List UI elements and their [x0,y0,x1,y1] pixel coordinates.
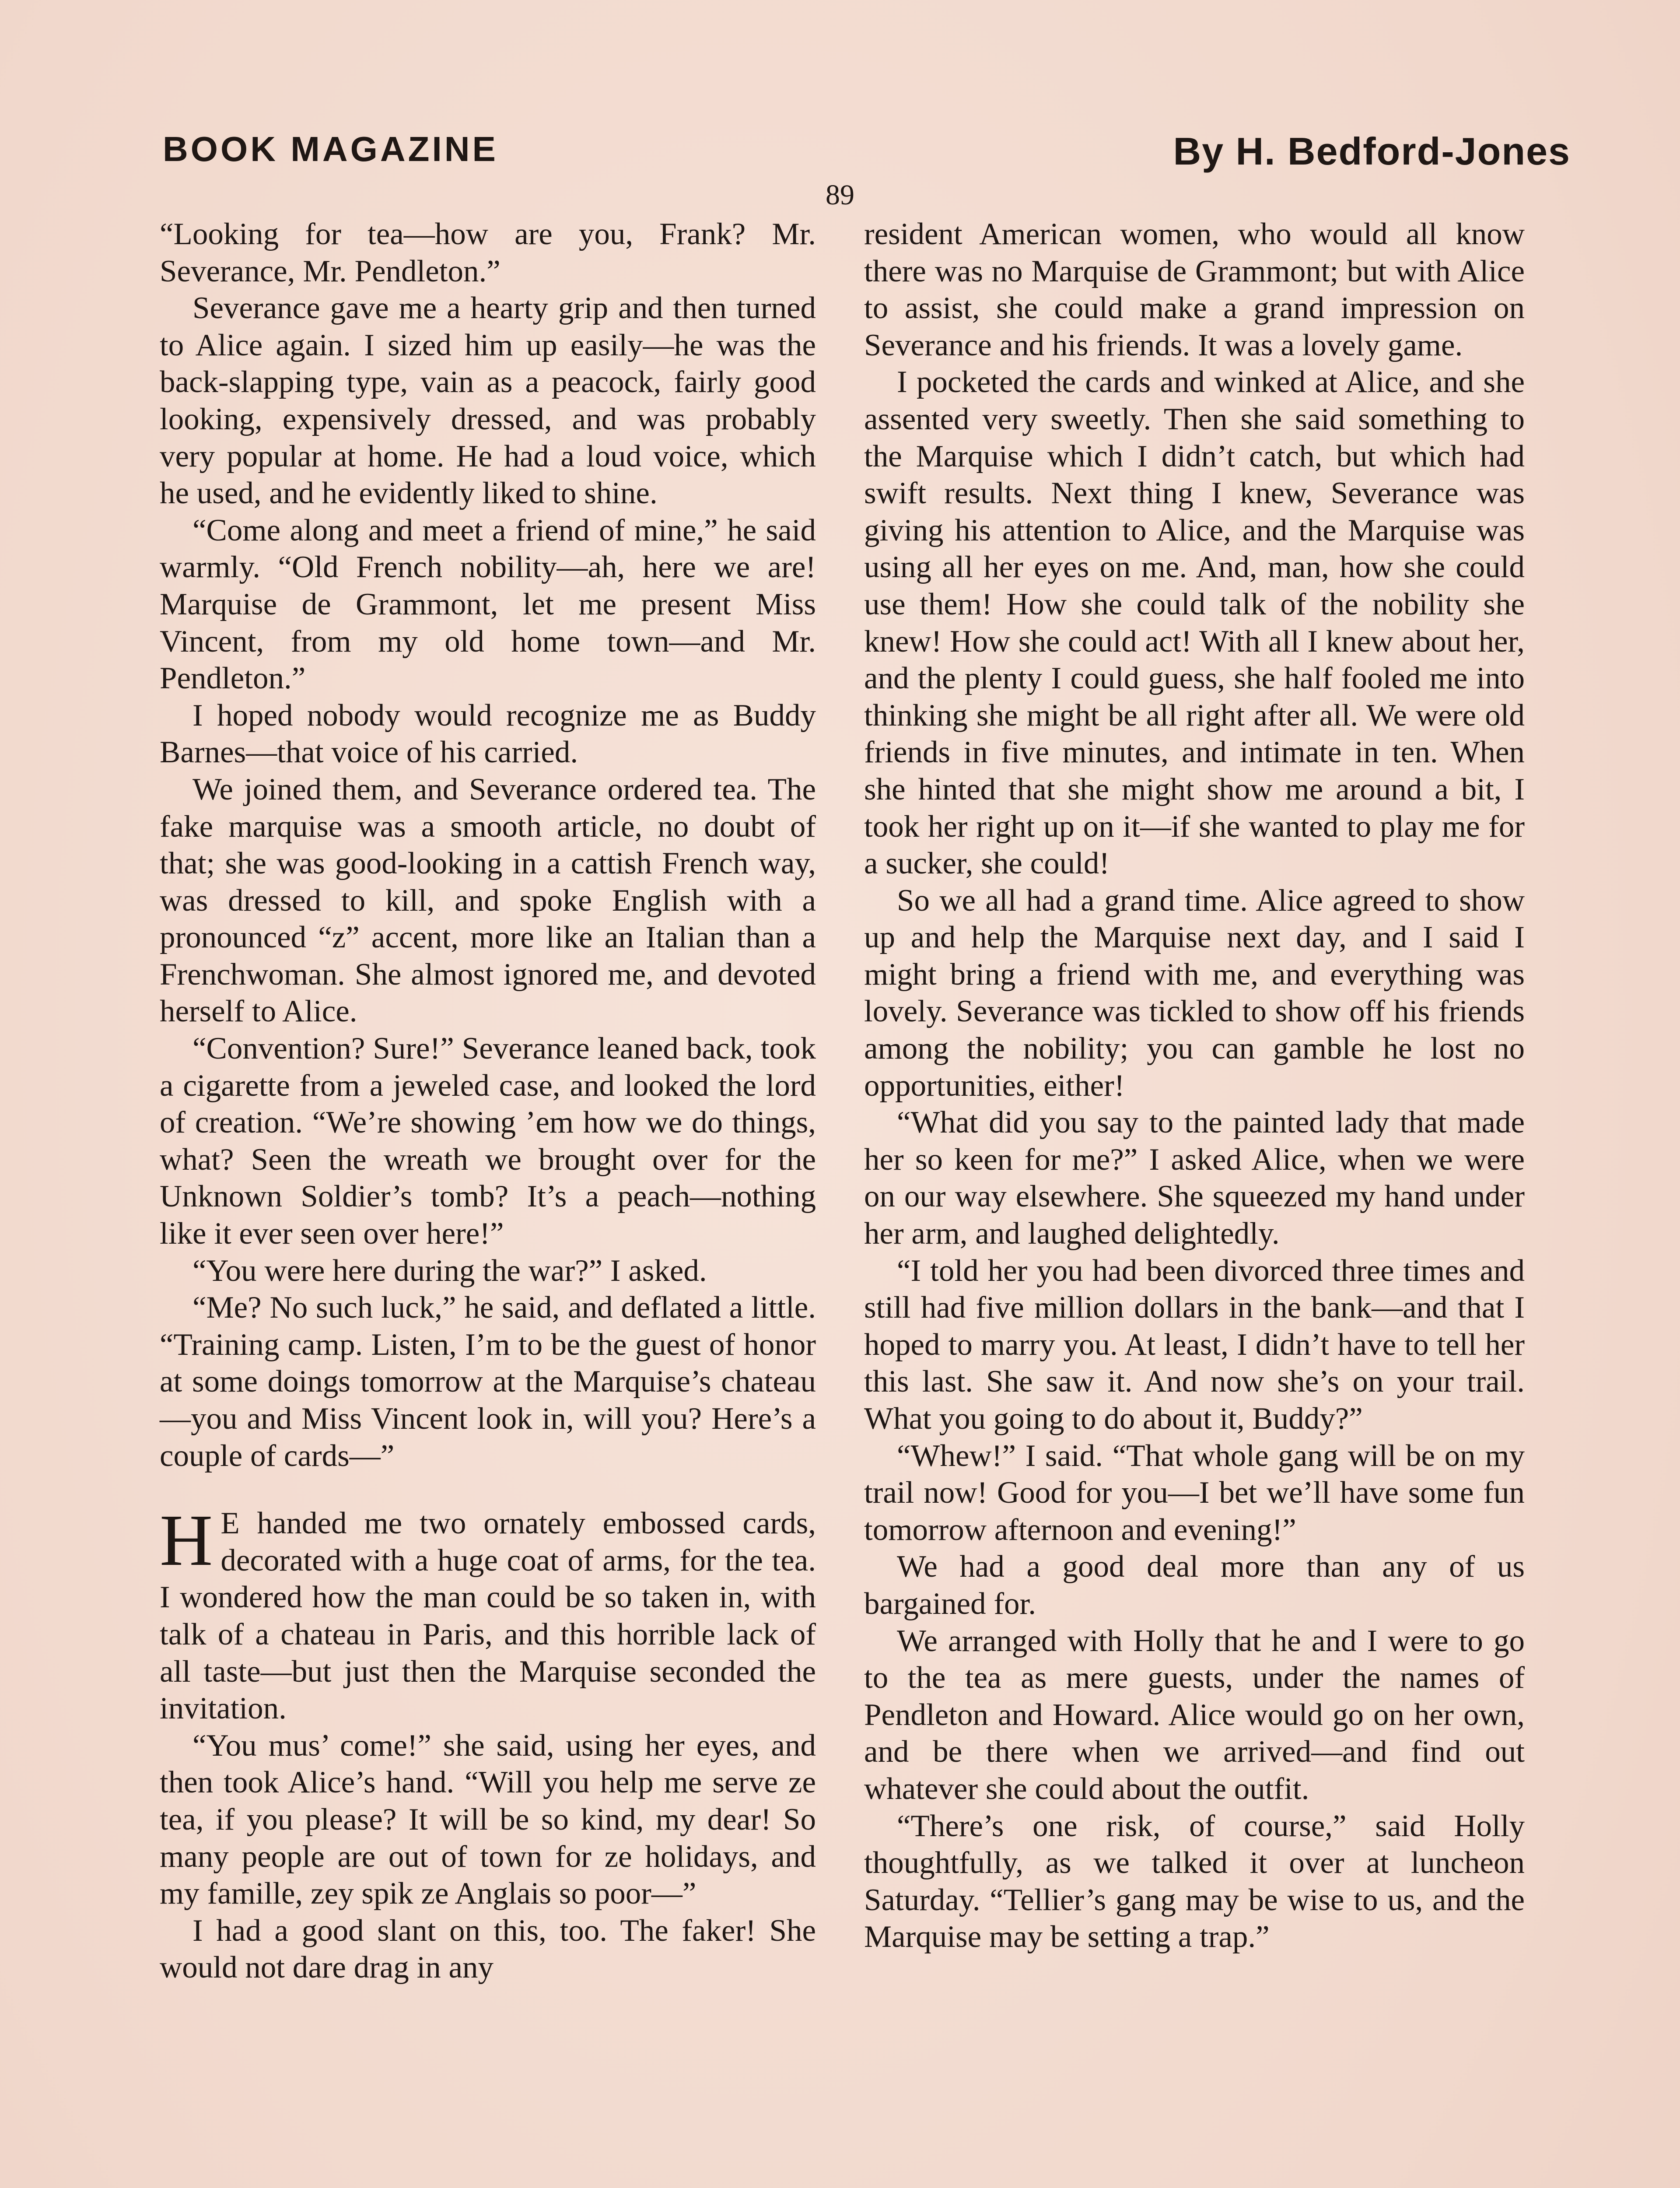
paragraph: “Convention? Sure!” Severance leaned back, took a cigarette from a jeweled case, and looked the lord of creation. “We’re showing ’em how we do things, what? Seen the wreath we brought over for the Unknown Soldier’s tomb? It’s a peach—nothing like it ever seen over here!” [160,1031,816,1251]
drop-cap: H [160,1500,213,1581]
paragraph: “You mus’ come!” she said, using her eyes, and then took Alice’s hand. “Will you help me serve ze tea, if you please? It will be so kind, my dear! So many people are out of town for ze holidays, and my famille, zey spik ze Anglais so poor—” [160,1728,816,1911]
paragraph: “I told her you had been divorced three times and still had five million dollars in the bank—and that I hoped to marry you. At least, I didn’t have to tell her this last. She saw it. And now she’s on your trail. What you going to do about it, Buddy?” [864,1253,1525,1436]
paragraph: “You were here during the war?” I asked. [192,1253,707,1288]
paragraph: I pocketed the cards and winked at Alice, and she assented very sweetly. Then she said something to the Marquise which I didn’t catch, but which had swift results. Next thing I knew, Severance was giving his attention to Alice, and the Marquise was using all her eyes on me. And, man, how she could use them! How she could talk of the nobility she knew! How she could act! With all I knew about her, and the plenty I could guess, she half fooled me into thinking she might be all right after all. We were old friends in five minutes, and intimate in ten. When she hinted that she might show me around a bit, I took her right up on it—if she wanted to play me for a sucker, she could! [864,365,1525,881]
paragraph: “What did you say to the painted lady that made her so keen for me?” I asked Alice, when we were on our way elsewhere. She squeezed my hand under her arm, and laughed delightedly. [864,1105,1525,1251]
left-column [160,216,816,2188]
dropcap-paragraph [160,1500,816,1727]
paragraph: We had a good deal more than any of us bargained for. [864,1550,1525,1621]
right-column [864,216,1525,2188]
magazine-title: BOOK MAGAZINE [163,130,498,168]
paragraph: We arranged with Holly that he and I were to go to the tea as mere guests, under the names of Pendleton and Howard. Alice would go on her own, and be there when we arrived—and find out whatever she could about the outfit. [864,1623,1525,1806]
dropcap-paragraph-text: E handed me two ornately embossed cards, decorated with a huge coat of arms, for the tea. I wondered how the man could be so taken in, with talk of a chateau in Paris, and this horrible lack of all taste—but just then the Marquise seconded the invitation. [160,1506,816,1726]
paragraph: Severance gave me a hearty grip and then turned to Alice again. I sized him up easily—he was the back-slapping type, vain as a peacock, fairly good looking, expensively dressed, and was probably very popular at home. He had a loud voice, which he used, and he evidently liked to shine. [160,291,816,511]
paragraph: “Come along and meet a friend of mine,” he said warmly. “Old French nobility—ah, here we are! Marquise de Grammont, let me present Miss Vincent, from my old home town—and Mr. Pendleton.” [160,513,816,696]
paragraph: So we all had a grand time. Alice agreed to show up and help the Marquise next day, and I said I might bring a friend with me, and everything was lovely. Severance was tickled to show off his friends among the nobility; you can gamble he lost no opportunities, either! [864,883,1525,1103]
running-header [163,129,1571,182]
paragraph: “Looking for tea—how are you, Frank? Mr. Severance, Mr. Pendleton.” [160,217,816,288]
paragraph: We joined them, and Severance ordered tea. The fake marquise was a smooth article, no doubt of that; she was good-looking in a cattish French way, was dressed to kill, and spoke English with a pronounced “z” accent, more like an Italian than a Frenchwoman. She almost ignored me, and devoted herself to Alice. [160,772,816,1029]
paragraph: I had a good slant on this, too. The faker! She would not dare drag in any [160,1913,816,1985]
paragraph: “Me? No such luck,” he said, and deflated a little. “Training camp. Listen, I’m to be the guest of honor at some doings tomorrow at the Marquise’s chateau—you and Miss Vincent look in, will you? Here’s a couple of cards—” [160,1290,816,1473]
paragraph: “There’s one risk, of course,” said Holly thoughtfully, as we talked it over at luncheon Saturday. “Tellier’s gang may be wise to us, and the Marquise may be setting a trap.” [864,1809,1525,1954]
paragraph: resident American women, who would all know there was no Marquise de Grammont; but with Alice to assist, she could make a grand impression on Severance and his friends. It was a lovely game. [864,217,1525,362]
page-number: 89 [826,179,854,211]
author-byline: By H. Bedford-Jones [1173,130,1571,173]
paragraph: I hoped nobody would recognize me as Buddy Barnes—that voice of his carried. [160,698,816,770]
section-break [160,1474,816,1505]
paragraph: “Whew!” I said. “That whole gang will be on my trail now! Good for you—I bet we’ll have some fun tomorrow afternoon and evening!” [864,1438,1525,1547]
